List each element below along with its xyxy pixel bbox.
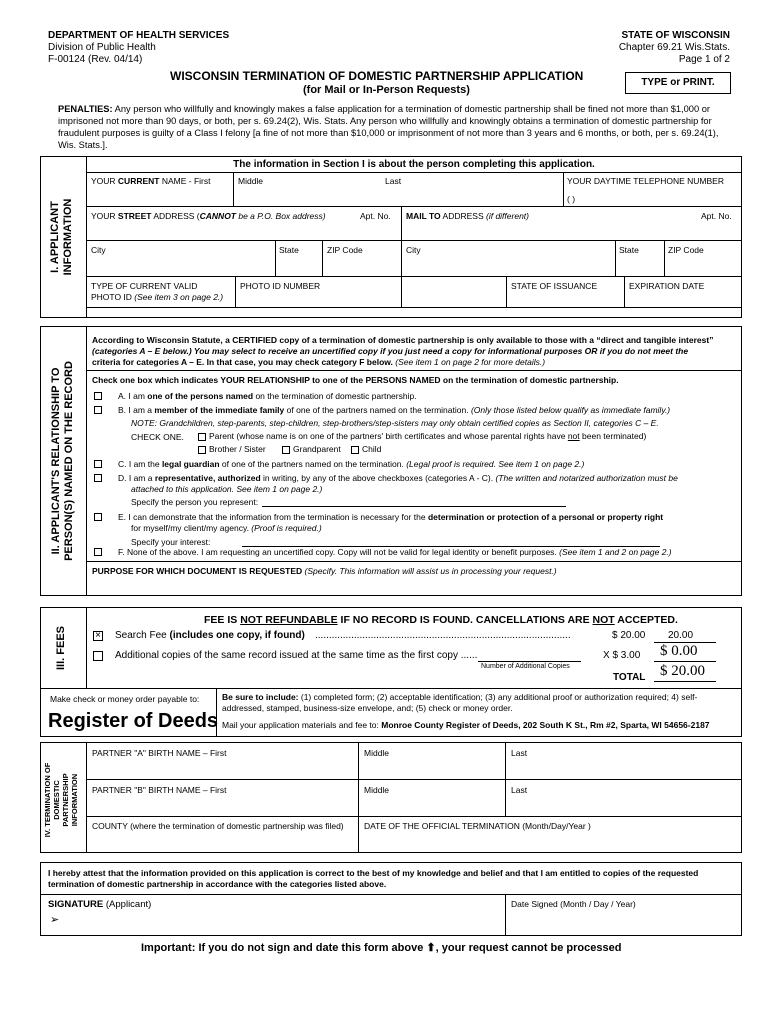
mail-instructions (222, 720, 710, 730)
section-2-divider (86, 326, 87, 596)
row-divider (86, 370, 742, 371)
fee-notice (204, 614, 678, 626)
d-prefix: D. I am a (118, 473, 155, 483)
col-divider (401, 206, 402, 307)
apt-number-label: Apt. No. (360, 211, 391, 221)
section-2-side-label (50, 341, 80, 581)
child-label: Child (362, 444, 382, 454)
mail-to-bold: MAIL TO (406, 211, 441, 221)
a-prefix: A. I am (118, 391, 148, 401)
f-note: (See item 1 and 2 on page 2.) (559, 547, 672, 557)
mail-city-label: City (406, 245, 421, 255)
additional-line (654, 661, 716, 662)
section-4-side-label (43, 750, 83, 850)
payable-label: Make check or money order payable to: (50, 694, 200, 704)
section-2-intro-line-2: (categories A – E below.) You may select to receive an uncertified copy if you just need a copy for informational purposes OR if you do not meet the (92, 346, 689, 356)
child-option (351, 444, 381, 454)
division-name: Division of Public Health (48, 42, 156, 53)
parent-not: not (567, 431, 580, 441)
section-2-intro-line-1: According to Wisconsin Statute, a CERTIFIED copy of a termination of domestic partnership is only available to those with a “direct and tangible interest” (92, 335, 714, 345)
search-fee-leader: ............................................................................................ (315, 630, 571, 641)
section-3-side-label: III. FEES (55, 626, 67, 671)
purpose-note: (Specify. This information will assist us in processing your request.) (302, 566, 557, 576)
e-line-2: for myself/my client/my agency. (131, 523, 252, 533)
section-1-divider (86, 156, 87, 318)
signature-suffix: (Applicant) (103, 899, 152, 910)
mail-to-text: Mail your application materials and fee to: (222, 720, 382, 730)
category-f-label (118, 547, 672, 557)
purpose-bold: PURPOSE FOR WHICH DOCUMENT IS REQUESTED (92, 566, 303, 576)
row-divider (86, 561, 742, 562)
form-title: WISCONSIN TERMINATION OF DOMESTIC PARTNERSHIP APPLICATION (170, 69, 584, 83)
category-b-checkbox[interactable] (94, 406, 102, 414)
partner-a-first-label: PARTNER "A" BIRTH NAME – First (92, 748, 227, 758)
partner-b-middle-label: Middle (364, 785, 390, 795)
c-suffix: of one of the partners named on the termination. (219, 459, 407, 469)
name-suffix: NAME - First (159, 176, 211, 186)
grandparent-label: Grandparent (293, 444, 341, 454)
category-d-label (118, 473, 678, 483)
important-notice (141, 941, 621, 954)
department-name: DEPARTMENT OF HEALTH SERVICES (48, 30, 230, 41)
section-4-side-line-1: IV. TERMINATION OF (43, 762, 52, 838)
category-e-checkbox[interactable] (94, 513, 102, 521)
city-label: City (91, 245, 106, 255)
section-4-frame (40, 742, 742, 853)
photo-id-type-line-1: TYPE OF CURRENT VALID (91, 281, 198, 291)
mail-to-italic: (if different) (486, 211, 529, 221)
date-signed-label: Date Signed (Month / Day / Year) (511, 899, 636, 909)
type-or-print-box: TYPE or PRINT. (625, 72, 731, 94)
attestation-text: I hereby attest that the information provided on this application is correct to the best of my knowledge and belief and that I am entitled to copies of the requested termination of domestic partnership in accordance with the categories listed above. (48, 868, 699, 889)
photo-id-type-label (91, 281, 223, 303)
grandparent-checkbox[interactable] (282, 446, 290, 454)
form-number: F-00124 (Rev. 04/14) (48, 54, 143, 65)
section-4-side-line-2: DOMESTIC (52, 780, 61, 820)
name-current: CURRENT (117, 176, 160, 186)
include-text: (1) completed form; (2) acceptable identification; (3) any additional proof or authorization required; 4) self-addressed, stamped, business-size envelope, and; (5) check or money order. (222, 692, 698, 713)
b-note: (Only those listed below qualify as immediate family.) (470, 405, 671, 415)
search-fee-value[interactable]: 20.00 (668, 630, 694, 641)
category-d-checkbox[interactable] (94, 474, 102, 482)
mail-zip-label: ZIP Code (668, 245, 704, 255)
search-fee-label (115, 630, 305, 641)
county-label: COUNTY (where the termination of domestic partnership was filed) (92, 821, 344, 831)
category-b-note: NOTE: Grandchildren, step-parents, step-children, step-brothers/step-sisters may only obtain certified copies as Section II, categories C – E. (131, 418, 659, 428)
section-1-side-line-1: I. APPLICANT (49, 201, 61, 273)
partner-b-first-label: PARTNER "B" BIRTH NAME – First (92, 785, 227, 795)
current-name-last-label: Last (385, 176, 402, 186)
termination-date-label: DATE OF THE OFFICIAL TERMINATION (Month/Day/Year ) (364, 821, 591, 831)
d-bold: representative, authorized (154, 473, 261, 483)
fee-note-not-refundable: NOT REFUNDABLE (240, 614, 338, 626)
search-fee-text: Search Fee (115, 630, 170, 641)
additional-copies-count-input[interactable] (478, 661, 581, 662)
number-of-copies-caption: Number of Additional Copies (481, 663, 570, 670)
current-name-first-label (91, 176, 210, 186)
additional-copies-value[interactable]: $ 0.00 (660, 643, 698, 659)
signature-input[interactable] (70, 910, 500, 932)
signature-label (48, 899, 151, 910)
street-mid: ADDRESS ( (151, 211, 200, 221)
street-cannot: CANNOT (199, 211, 236, 221)
brother-sister-option (198, 444, 266, 454)
name-prefix: YOUR (91, 176, 118, 186)
important-text-1: Important: If you do not sign and date this form above (141, 942, 427, 954)
search-fee-bold: (includes one copy, if found) (169, 630, 305, 641)
street-prefix: YOUR (91, 211, 118, 221)
section-2-side-line-2: PERSON(S) NAMED ON THE RECORD (62, 361, 75, 561)
specify-represent-label: Specify the person you represent: (131, 497, 259, 507)
penalties-text: Any person who willfully and knowingly makes a false application for a termination of domestic partnership shall be fined not more than $1,000 or imprisoned not more than 90 days, or both, per s. 69.24(2), Wis. Stats. Any person who willfully and knowingly obtains a termination of domestic partnership for fraudulent purposes is guilty of a Class I felony [a fine of not more than $10,000 or imprisonment of not more than 3 years and 6 months, or both, per s. 69.24(1), Wis. Stats.]. (58, 104, 719, 150)
parent-suffix: been terminated) (579, 431, 647, 441)
d-note: (The written and notarized authorization must be (495, 473, 678, 483)
col-divider (235, 276, 236, 307)
up-arrow-icon: ⬆ (426, 942, 436, 954)
row-divider (86, 206, 742, 207)
fee-note-1: FEE IS (204, 614, 241, 626)
street-suffix: be a P.O. Box address) (236, 211, 326, 221)
fee-note-2: IF NO RECORD IS FOUND. CANCELLATIONS ARE (337, 614, 593, 626)
category-c-checkbox[interactable] (94, 460, 102, 468)
date-signed-input[interactable] (511, 912, 736, 932)
check-once-label: CHECK ONE. (131, 432, 184, 442)
col-divider (615, 240, 616, 276)
section-2-side-line-1: II. APPLICANT'S RELATIONSHIP TO (50, 367, 62, 555)
penalties-paragraph (58, 103, 738, 151)
mail-state-label: State (619, 245, 639, 255)
col-divider (275, 240, 276, 276)
mail-to-suffix: ADDRESS (440, 211, 486, 221)
partner-a-middle-label: Middle (364, 748, 390, 758)
col-divider (624, 276, 625, 307)
e-prefix: E. I can demonstrate that the information from the termination is necessary for the (118, 512, 428, 522)
payee-name[interactable]: Register of Deeds (48, 710, 219, 732)
mail-to-address-input[interactable] (406, 224, 736, 238)
expiration-date-label: EXPIRATION DATE (629, 281, 705, 291)
signature-arrow-icon: ➢ (50, 914, 60, 926)
additional-copies-label: Additional copies of the same record issued at the same time as the first copy ...... (115, 650, 478, 661)
specify-represent-input[interactable] (262, 506, 566, 507)
b-prefix: B. I am a (118, 405, 155, 415)
section-2-intro-note: (See item 1 on page 2 for more details.) (395, 357, 546, 367)
include-instructions (222, 692, 734, 714)
category-e-label (118, 512, 663, 522)
col-divider (505, 894, 506, 936)
partner-a-last-label: Last (511, 748, 528, 758)
row-divider (86, 240, 742, 241)
search-fee-amount: $ 20.00 (612, 630, 646, 641)
section-4-side-line-4: INFORMATION (70, 773, 79, 827)
a-suffix: on the termination of domestic partnership. (253, 391, 417, 401)
parent-label: Parent (whose name is on one of the partners' birth certificates and whose parental rights have (209, 431, 568, 441)
street-bold: STREET (117, 211, 152, 221)
phone-area-code[interactable]: ( ) (567, 194, 576, 204)
check-one-instruction: Check one box which indicates YOUR RELATIONSHIP to one of the PERSONS NAMED on the termination of domestic partnership. (92, 375, 619, 385)
daytime-phone-label: YOUR DAYTIME TELEPHONE NUMBER (567, 176, 724, 186)
b-suffix: of one of the partners named on the termination. (284, 405, 471, 415)
state-of-issuance-label: STATE OF ISSUANCE (511, 281, 598, 291)
section-4-divider (86, 742, 87, 853)
section-2-intro-line-3: criteria for categories A – E. In that case, you may check category F below. (92, 357, 396, 367)
partner-b-last-label: Last (511, 785, 528, 795)
section-4-side-line-3: PARTNERSHIP (61, 773, 70, 827)
category-f-checkbox[interactable] (94, 548, 102, 556)
street-address-label (91, 211, 326, 221)
current-name-middle-label: Middle (238, 176, 264, 186)
include-bold: Be sure to include: (222, 692, 299, 702)
c-bold: legal guardian (161, 459, 220, 469)
c-note: (Legal proof is required. See item 1 on page 2.) (406, 459, 585, 469)
section-2-intro (92, 335, 737, 368)
brother-sister-label: Brother / Sister (209, 444, 266, 454)
photo-id-type-note: (See item 3 on page 2.) (134, 292, 224, 302)
photo-id-number-label: PHOTO ID NUMBER (240, 281, 321, 291)
state-name: STATE OF WISCONSIN (621, 30, 730, 41)
row-divider (86, 307, 742, 308)
total-value[interactable]: $ 20.00 (660, 663, 705, 679)
penalties-label: PENALTIES: (58, 104, 113, 114)
col-divider (664, 240, 665, 276)
photo-id-type-line-2: PHOTO ID (91, 292, 135, 302)
fee-note-not: NOT (592, 614, 615, 626)
current-name-first-input[interactable] (91, 188, 231, 204)
purpose-input[interactable] (92, 578, 737, 594)
total-line (654, 681, 716, 682)
section-1-side-label (49, 162, 77, 312)
section-1-intro: The information in Section I is about the person completing this application. (233, 159, 595, 170)
additional-copies-checkbox[interactable] (93, 651, 103, 661)
c-prefix: C. I am the (118, 459, 162, 469)
col-divider (322, 240, 323, 276)
street-address-input[interactable] (91, 224, 396, 238)
mail-apt-number-label: Apt. No. (701, 211, 732, 221)
category-c-label (118, 459, 584, 469)
parent-checkbox[interactable] (198, 433, 206, 441)
fee-note-3: ACCEPTED. (614, 614, 678, 626)
brother-sister-checkbox[interactable] (198, 446, 206, 454)
page-number: Page 1 of 2 (678, 54, 730, 65)
f-prefix: F. None of the above. I am requesting an uncertified copy. Copy will not be valid for legal identity or benefit purposes. (118, 547, 560, 557)
col-divider (233, 172, 234, 206)
specify-interest-label: Specify your interest: (131, 537, 211, 547)
e-bold: determination or protection of a personal or property right (427, 512, 664, 522)
category-d-note-2: attached to this application. See item 1 on page 2.) (131, 484, 323, 494)
state-label: State (279, 245, 299, 255)
statute-chapter: Chapter 69.21 Wis.Stats. (618, 42, 730, 53)
col-divider (358, 742, 359, 853)
col-divider (506, 276, 507, 307)
row-divider (40, 688, 742, 689)
b-bold: member of the immediate family (154, 405, 285, 415)
total-label: TOTAL (613, 672, 646, 683)
current-name-middle-last-input[interactable] (238, 188, 558, 204)
important-text-2: , your request cannot be processed (435, 942, 622, 954)
grandparent-option (282, 444, 341, 454)
row-divider (86, 276, 742, 277)
per-copy-amount: X $ 3.00 (603, 650, 641, 661)
row-divider (86, 172, 742, 173)
category-e-line-2 (131, 523, 322, 533)
category-b-label (118, 405, 670, 415)
col-divider (563, 172, 564, 206)
section-1-side-line-2: INFORMATION (61, 198, 74, 276)
mail-to-address: Monroe County Register of Deeds, 202 South K St., Rm #2, Sparta, WI 54656-2187 (381, 720, 710, 730)
section-3-divider (86, 607, 87, 688)
signature-bold: SIGNATURE (48, 899, 104, 910)
purpose-label (92, 566, 557, 576)
e-note: (Proof is required.) (251, 523, 322, 533)
form-subtitle: (for Mail or In-Person Requests) (303, 84, 470, 96)
category-a-checkbox[interactable] (94, 392, 102, 400)
zip-label: ZIP Code (327, 245, 363, 255)
d-suffix: in writing, by any of the above checkboxes (categories A - C). (260, 473, 496, 483)
row-divider (40, 894, 742, 895)
category-a-label (118, 391, 417, 401)
row-divider (86, 816, 742, 817)
a-bold: one of the persons named (147, 391, 254, 401)
mail-to-address-label (406, 211, 529, 221)
row-divider (86, 779, 742, 780)
child-checkbox[interactable] (351, 446, 359, 454)
search-fee-checkbox-checked[interactable]: × (93, 631, 103, 641)
parent-option (198, 431, 646, 441)
